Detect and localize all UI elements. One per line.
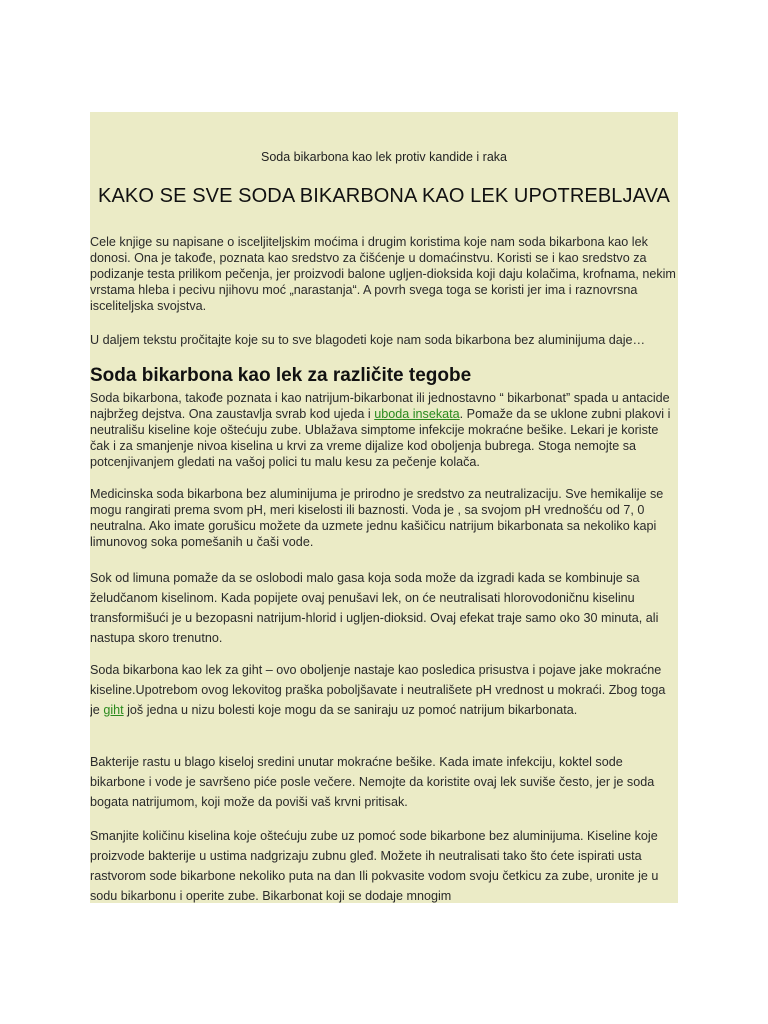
insect-bites-link[interactable]: uboda insekata [374, 407, 460, 421]
paragraph-text: Soda bikarbona, takođe poznata i kao natrijum-bikarbonat ili jednostavno “ bikarbonat” spada u antacide najbržeg dejstva. Ona zaustavlja svrab kod ujeda i [90, 391, 670, 421]
gout-link[interactable]: giht [103, 703, 124, 717]
document-title: KAKO SE SVE SODA BIKARBONA KAO LEK UPOTREBLJAVA [98, 185, 670, 207]
paragraph-text: . Pomaže da se uklone zubni plakovi i neutrališu kiseline koje oštećuju zube. Ublažava simptome infekcije mokraćne bešike. Lekari je koriste čak i za smanjenje nivoa kiselina u krvi za vreme dijalize kod oboljenja bubrega. Stoga nemojte sa potcenjivanjem gledati na vašoj polici tu malu kesu za pečenje kolača. [90, 407, 671, 469]
paragraph-neutralization: Medicinska soda bikarbona bez aluminijuma je prirodno je sredstvo za neutralizaciju. Sve hemikalije se mogu rangirati prema svom pH, meri kiselosti ili baznosti. Voda je , sa svojom pH vrednošću od 7, 0 neutralna. Ako imate gorušicu možete da uzmete jednu kašičicu natrijum bikarbonata sa nekoliko kapi limunovog soka pomešanih u čaši vode. [90, 487, 664, 549]
paragraph-bladder: Bakterije rastu u blago kiseloj sredini unutar mokraćne bešike. Kada imate infekciju, koktel sode bikarbone i vode je savršeno piće posle večere. Nemojte da koristite ovaj lek suviše često, jer je soda bogata natrijumom, koji može da poviši vaš krvni pritisak. [90, 755, 655, 809]
paragraph-teeth: Smanjite količinu kiselina koje oštećuju zube uz pomoć sode bikarbone bez aluminijuma. Kiseline koje proizvode bakterije u ustima nadgrizaju zubnu gleđ. Možete ih neutralisati tako što ćete ispirati usta rastvorom sode bikarbone nekoliko puta na dan Ili pokvasite vodom svoju četkicu za zube, uronite je u sodu bikarbonu i operite zube. Bikarbonat koji se dodaje mnogim [90, 829, 659, 903]
paragraph-antacid [90, 390, 678, 470]
document-subtitle: Soda bikarbona kao lek protiv kandide i raka [261, 150, 507, 164]
paragraph-gout [90, 660, 678, 720]
intro-paragraph: Cele knjige su napisane o isceljiteljskim moćima i drugim koristima koje nam soda bikarbona kao lek donosi. Ona je takođe, poznata kao sredstvo za čišćenje u domaćinstvu. Koristi se i kao sredstvo za podizanje testa prilikom pečenja, jer proizvodi balone ugljen-dioksida koji daju kolačima, krofnama, nekim vrstama hleba i pecivu njihovu moć „narastanja“. A povrh svega toga se koristi jer ima i raznovrsna isceliteljska svojstva. [90, 235, 676, 313]
section-heading: Soda bikarbona kao lek za različite tegobe [90, 365, 472, 386]
document-page [90, 112, 678, 903]
paragraph-text: Soda bikarbona kao lek za giht – ovo oboljenje nastaje kao posledica prisustva i pojave jake mokraćne kiseline.Upotrebom ovog lekovitog praška poboljšavate i neutrališete pH vrednost u mokraći. Zbog toga je [90, 663, 666, 717]
paragraph-text: još jedna u nizu bolesti koje mogu da se saniraju uz pomoć natrijum bikarbonata. [123, 703, 578, 717]
intro-paragraph-2: U daljem tekstu pročitajte koje su to sve blagodeti koje nam soda bikarbona bez aluminijuma daje… [90, 333, 646, 347]
paragraph-lemon: Sok od limuna pomaže da se oslobodi malo gasa koja soda može da izgradi kada se kombinuje sa želudčanom kiselinom. Kada popijete ovaj penušavi lek, on će neutralisati hlorovodoničnu kiselinu transformišući je u bezopasni natrijum-hlorid i ugljen-dioksid. Ovaj efekat traje samo oko 30 minuta, ali nastupa skoro trenutno. [90, 571, 659, 645]
